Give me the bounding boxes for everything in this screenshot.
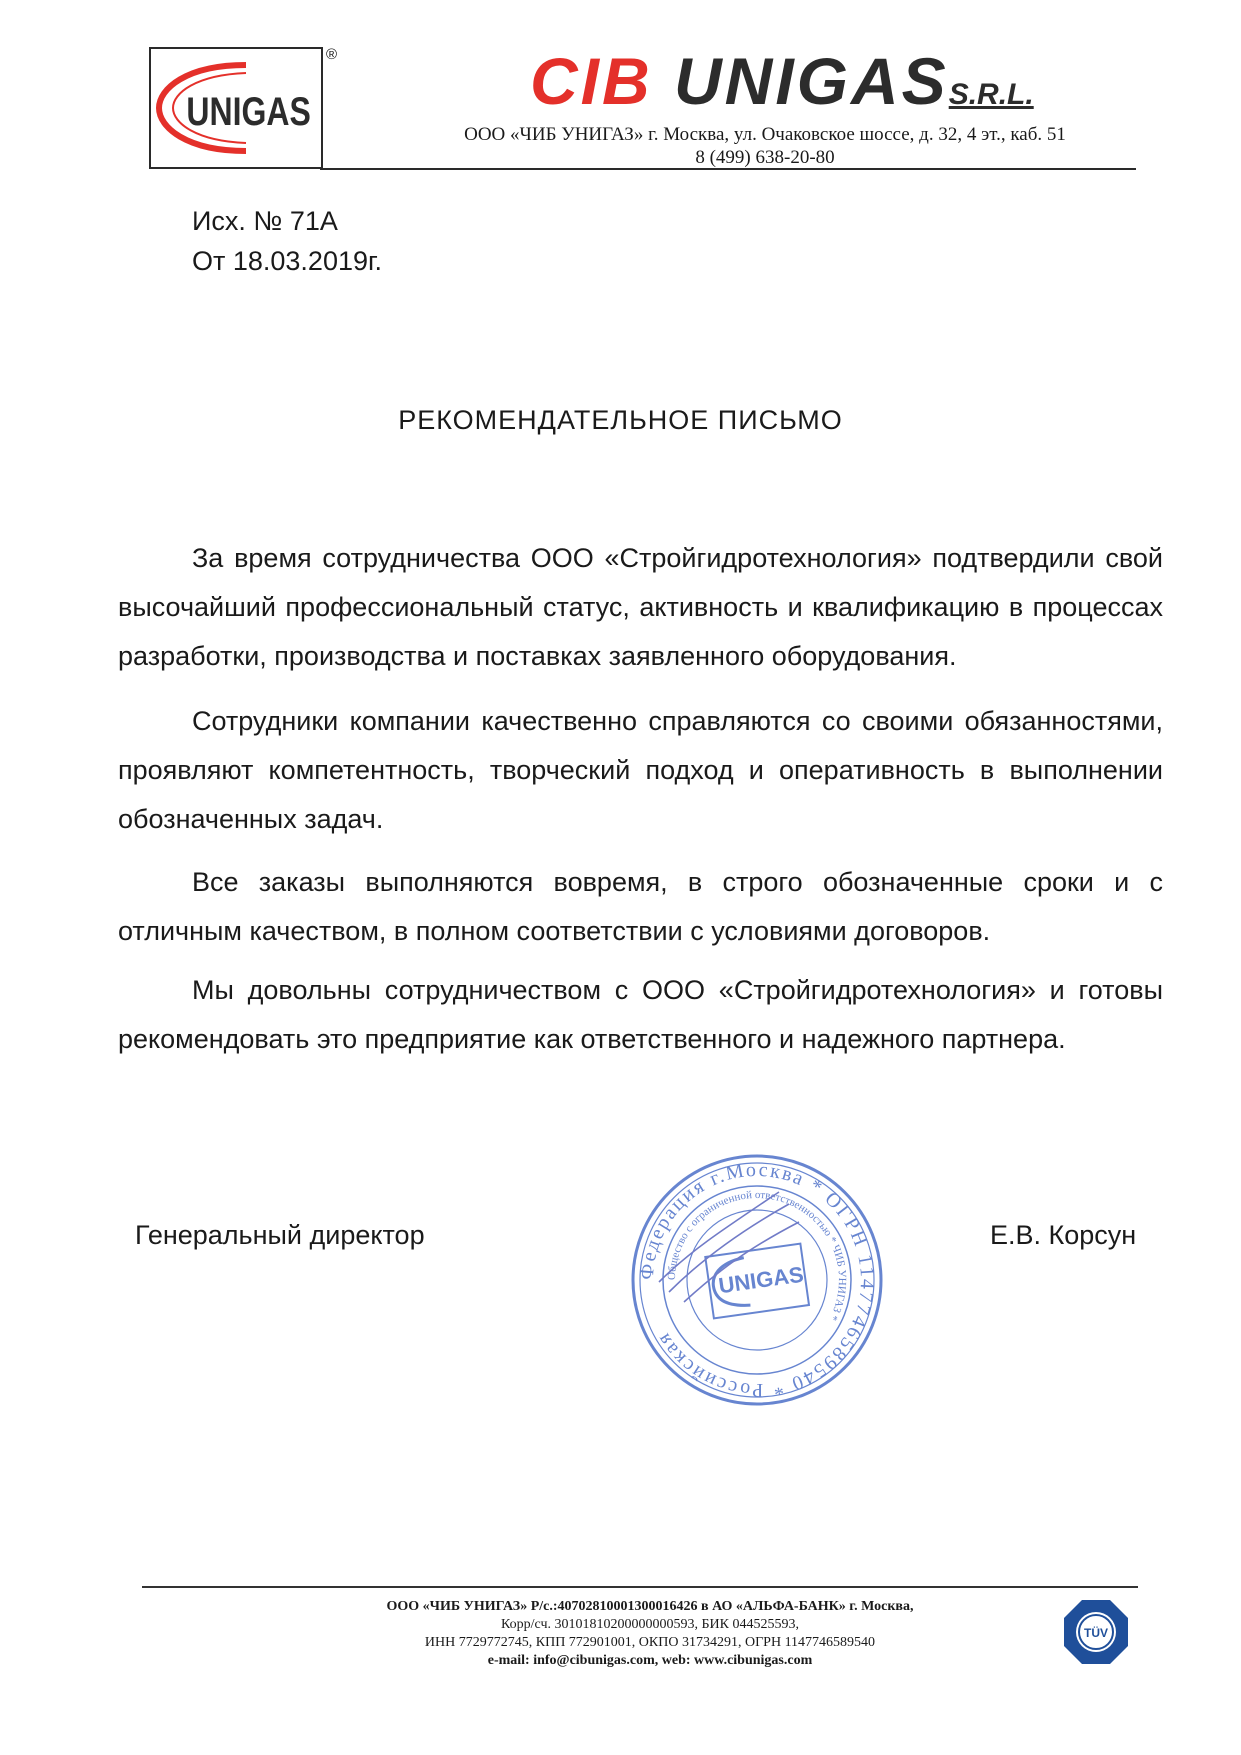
tuv-badge-text: TÜV [1084,1626,1108,1640]
svg-text:Общество с ограниченной ответс [666,1189,848,1323]
unigas-logo-icon [151,49,321,167]
company-logo [149,47,323,169]
signatory-position: Генеральный директор [135,1220,425,1250]
stamp-outer-text: Федерация г.Москва * ОГРН 1147746589540 * Российская [635,1158,879,1402]
tuv-certification-icon [1060,1596,1132,1668]
brand-unigas: UNIGAS [674,44,949,118]
signatory-name: Е.В. Корсун [990,1220,1137,1250]
brand-srl: S.R.L. [948,78,1034,111]
footer-line-3: ИНН 7729772745, КПП 772901001, ОКПО 31734291, ОГРН 1147746589540 [424,1635,876,1650]
logo-text: UNIGAS [186,88,311,134]
footer-line-1: ООО «ЧИБ УНИГАЗ» Р/с.:40702810001300016426 в АО «АЛЬФА-БАНК» г. Москва, [386,1599,914,1614]
paragraph-1 [118,534,1163,681]
outgoing-number: Исх. № 71А [192,206,338,236]
company-address: ООО «ЧИБ УНИГАЗ» г. Москва, ул. Очаковское шоссе, д. 32, 4 эт., каб. 51 [464,124,1066,145]
brand-wordmark [530,44,1034,118]
paragraph-4 [118,966,1163,1064]
document-date: От 18.03.2019г. [192,246,383,276]
paragraph-text: Все заказы выполняются вовремя, в строго обозначенные сроки и с отличным качеством, в полном соответствии с условиями договоров. [118,867,1163,946]
paragraph-text: Мы довольны сотрудничеством с ООО «Стройгидротехнология» и готовы рекомендовать это предприятие как ответственного и надежного партнера. [118,975,1163,1054]
paragraph-2 [118,697,1163,844]
brand-cib: CIB [530,44,653,118]
paragraph-text: За время сотрудничества ООО «Стройгидротехнология» подтвердили свой высочайший профессиональный статус, активность и квалификацию в процессах разработки, производства и поставках заявленного оборудования. [118,543,1163,671]
paragraph-text: Сотрудники компании качественно справляются со своими обязанностями, проявляют компетентность, творческий подход и оперативность в выполнении обозначенных задач. [118,706,1163,834]
paragraph-3 [118,858,1163,956]
footer-requisites [300,1598,1000,1670]
stamp-logo-text: UNIGAS [716,1261,806,1299]
stamp-inner-text: Общество с ограниченной ответственностью * ЧИБ УНИГАЗ * [665,1188,849,1323]
company-phone: 8 (499) 638-20-80 [695,147,835,168]
footer-line-4: e-mail: info@cibunigas.com, web: www.cibunigas.com [487,1653,813,1668]
company-stamp-icon [629,1152,885,1408]
document-title: РЕКОМЕНДАТЕЛЬНОЕ ПИСЬМО [398,405,843,435]
footer-line-2: Корр/сч. 30101810200000000593, БИК 044525593, [501,1617,799,1632]
footer-divider [142,1586,1138,1588]
registered-mark: ® [326,46,338,63]
header-divider [320,168,1136,170]
